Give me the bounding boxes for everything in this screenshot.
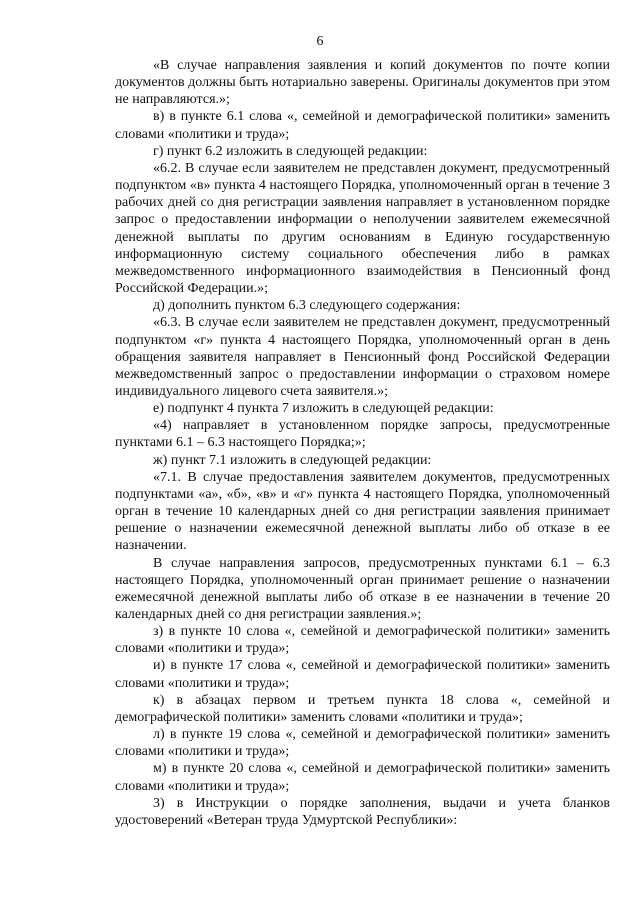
page-number: 6 [316, 34, 324, 49]
document-body [115, 57, 610, 829]
paragraph-item-l: л) в пункте 19 слова «, семейной и демографической политики» заменить словами «политики и труда»; [115, 727, 610, 760]
paragraph-item-e: е) подпункт 4 пункта 7 изложить в следующей редакции: [153, 401, 494, 417]
paragraph-quote-4: «4) направляет в установленном порядке запросы, предусмотренные пунктами 6.1 – 6.3 настоящего Порядка;»; [115, 418, 610, 451]
paragraph-item-i: и) в пункте 17 слова «, семейной и демографической политики» заменить словами «политики и труда»; [115, 658, 610, 691]
paragraph-quote-6-3: «6.3. В случае если заявителем не представлен документ, предусмотренный подпунктом «г» пункта 4 настоящего Порядка, уполномоченный орган в день обращения заявителя направляет в Пенсионный фонд Российской Федерации межведомственный запрос о предоставлении информации о страховом номере индивидуального лицевого счета заявителя.»; [115, 315, 610, 399]
paragraph-item-d: д) дополнить пунктом 6.3 следующего содержания: [153, 298, 461, 314]
paragraph-quote-mail-copies: «В случае направления заявления и копий документов по почте копии документов должны быть нотариально заверены. Оригиналы документов при этом не направляются.»; [115, 58, 611, 108]
paragraph-item-z: з) в пункте 10 слова «, семейной и демографической политики» заменить словами «политики и труда»; [115, 624, 610, 657]
paragraph-requests-case: В случае направления запросов, предусмотренных пунктами 6.1 – 6.3 настоящего Порядка, уполномоченный орган принимает решение о назначении ежемесячной денежной выплаты либо об отказе в ее назначении в течение 20 календарных дней со дня регистрации заявления.»; [115, 555, 610, 622]
paragraph-quote-6-2: «6.2. В случае если заявителем не представлен документ, предусмотренный подпунктом «в» пункта 4 настоящего Порядка, уполномоченный орган в течение 3 рабочих дней со дня регистрации заявления направляет в установленном порядке запрос о предоставлении информации о неполучении заявителем ежемесячной денежной выплаты по другим основаниям в Единую государственную информационную систему социального обеспечения либо в рамках межведомственного информационного взаимодействия в Пенсионный фонд Российской Федерации.»; [115, 160, 610, 297]
paragraph-item-3: 3) в Инструкции о порядке заполнения, выдачи и учета бланков удостоверений «Ветеран труда Удмуртской Республики»: [115, 795, 610, 828]
paragraph-item-m: м) в пункте 20 слова «, семейной и демографической политики» заменить словами «политики и труда»; [115, 761, 610, 794]
paragraph-item-v: в) в пункте 6.1 слова «, семейной и демографической политики» заменить словами «политики и труда»; [115, 109, 610, 142]
paragraph-item-g: г) пункт 6.2 изложить в следующей редакции: [153, 143, 428, 159]
paragraph-item-zh: ж) пункт 7.1 изложить в следующей редакции: [153, 452, 432, 468]
paragraph-quote-7-1: «7.1. В случае предоставления заявителем документов, предусмотренных подпунктами «а», «б», «в» и «г» пункта 4 настоящего Порядка, уполномоченный орган в течение 10 календарных дней со дня регистрации заявления принимает решение о назначении ежемесячной денежной выплаты либо об отказе в ее назначении. [115, 469, 610, 554]
paragraph-item-k: к) в абзацах первом и третьем пункта 18 слова «, семейной и демографической политики» заменить словами «политики и труда»; [115, 692, 610, 725]
